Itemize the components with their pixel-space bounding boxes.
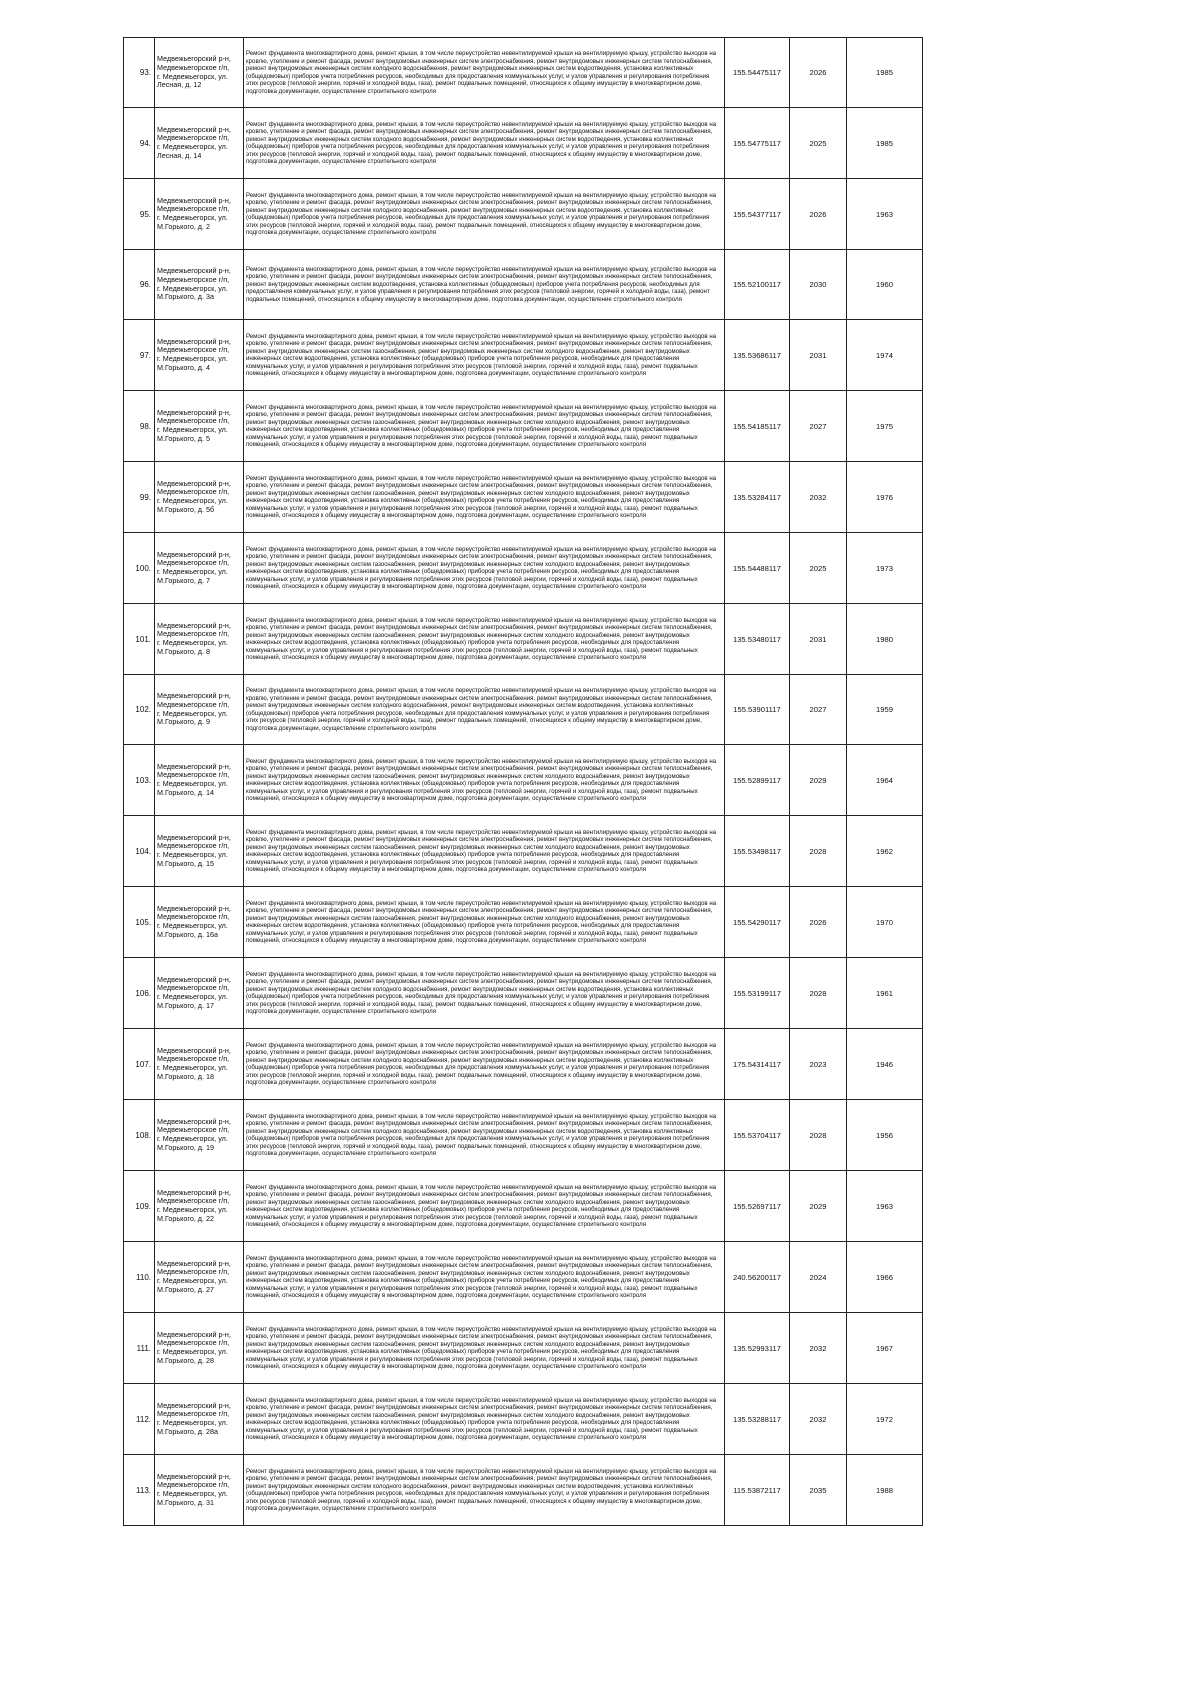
address-line: М.Горького, д. 14: [157, 787, 214, 797]
address-line: М.Горького, д. 19: [157, 1142, 214, 1152]
works-description: Ремонт фундамента многоквартирного дома, ремонт крыши, в том числе переустройство невентилируемой крыши на вентилируемую крышу, устройство выходов на кровлю, утепление и ремонт фасада, ремонт внутридомовых инженерных систем электроснабжения, ремонт внутридомовых инженерных систем теплоснабжения, ремонт внутридомовых инженерных систем газоснабжения, ремонт внутридомовых инженерных систем холодного водоснабжения, ремонт внутридомовых инженерных систем водоотведения, установка коллективных (общедомовых) приборов учета потребления ресурсов, необходимых для предоставления коммунальных услуг, и узлов управления и регулирования потребления этих ресурсов (тепловой энергии, горячей и холодной воды, газа), ремонт подвальных помещений, относящихся к общему имуществу в многоквартирном доме, подготовка документации, осуществление строительного контроля: [244, 816, 725, 887]
address-line: Медвежьегорское г/п,: [157, 983, 230, 993]
row-number: 93.: [124, 38, 155, 108]
address-line: г. Медвежьегорск, ул.: [157, 283, 228, 293]
table-row: [124, 1242, 923, 1313]
address-line: г. Медвежьегорск, ул.: [157, 71, 228, 81]
works-description: Ремонт фундамента многоквартирного дома, ремонт крыши, в том числе переустройство невентилируемой крыши на вентилируемую крышу, устройство выходов на кровлю, утепление и ремонт фасада, ремонт внутридомовых инженерных систем электроснабжения, ремонт внутридомовых инженерных систем теплоснабжения, ремонт внутридомовых инженерных систем газоснабжения, ремонт внутридомовых инженерных систем холодного водоснабжения, ремонт внутридомовых инженерных систем водоотведения, установка коллективных (общедомовых) приборов учета потребления ресурсов, необходимых для предоставления коммунальных услуг, и узлов управления и регулирования потребления этих ресурсов (тепловой энергии, горячей и холодной воды, газа), ремонт подвальных помещений, относящихся к общему имуществу в многоквартирном доме, подготовка документации, осуществление строительного контроля: [244, 1313, 725, 1384]
address-line: М.Горького, д. 5б: [157, 504, 215, 514]
address-line: Медвежьегорское г/п,: [157, 1409, 230, 1419]
address-line: г. Медвежьегорск, ул.: [157, 779, 228, 788]
table-row: [124, 816, 923, 887]
build-year: 1985: [847, 108, 923, 179]
address-line: г. Медвежьегорск, ул.: [157, 850, 228, 859]
address-line: Медвежьегорское г/п,: [157, 841, 230, 851]
build-year: 1959: [847, 675, 923, 745]
address-line: Медвежьегорское г/п,: [157, 62, 230, 72]
address-line: Медвежьегорское г/п,: [157, 416, 230, 426]
works-description: Ремонт фундамента многоквартирного дома, ремонт крыши, в том числе переустройство невентилируемой крыши на вентилируемую крышу, устройство выходов на кровлю, утепление и ремонт фасада, ремонт внутридомовых инженерных систем электроснабжения, ремонт внутридомовых инженерных систем теплоснабжения, ремонт внутридомовых инженерных систем газоснабжения, ремонт внутридомовых инженерных систем холодного водоснабжения, ремонт внутридомовых инженерных систем водоотведения, установка коллективных (общедомовых) приборов учета потребления ресурсов, необходимых для предоставления коммунальных услуг, и узлов управления и регулирования потребления этих ресурсов (тепловой энергии, горячей и холодной воды, газа), ремонт подвальных помещений, относящихся к общему имуществу в многоквартирном доме, подготовка документации, осуществление строительного контроля: [244, 533, 725, 604]
address-line: г. Медвежьегорск, ул.: [157, 1063, 228, 1072]
address-line: М.Горького, д. 3а: [157, 292, 214, 302]
address-cell: [155, 108, 244, 179]
cost-value: 155.52100117: [725, 250, 790, 320]
row-number: 111.: [124, 1313, 155, 1384]
works-description: Ремонт фундамента многоквартирного дома, ремонт крыши, в том числе переустройство невентилируемой крыши на вентилируемую крышу, устройство выходов на кровлю, утепление и ремонт фасада, ремонт внутридомовых инженерных систем электроснабжения, ремонт внутридомовых инженерных систем теплоснабжения, ремонт внутридомовых инженерных систем газоснабжения, ремонт внутридомовых инженерных систем холодного водоснабжения, ремонт внутридомовых инженерных систем водоотведения, установка коллективных (общедомовых) приборов учета потребления ресурсов, необходимых для предоставления коммунальных услуг, и узлов управления и регулирования потребления этих ресурсов (тепловой энергии, горячей и холодной воды, газа), ремонт подвальных помещений, относящихся к общему имуществу в многоквартирном доме, подготовка документации, осуществление строительного контроля: [244, 391, 725, 462]
address-line: Лесная, д. 12: [157, 80, 202, 90]
address-line: Медвежьегорское г/п,: [157, 1125, 230, 1135]
address-cell: [155, 604, 244, 675]
address-cell: [155, 462, 244, 533]
address-line: Медвежьегорский р-н,: [157, 1187, 231, 1197]
row-number: 112.: [124, 1384, 155, 1455]
address-line: М.Горького, д. 2: [157, 221, 210, 231]
address-line: Медвежьегорский р-н,: [157, 336, 231, 346]
address-line: М.Горького, д. 15: [157, 858, 214, 868]
address-cell: [155, 1029, 244, 1100]
works-description: Ремонт фундамента многоквартирного дома, ремонт крыши, в том числе переустройство невентилируемой крыши на вентилируемую крышу, устройство выходов на кровлю, утепление и ремонт фасада, ремонт внутридомовых инженерных систем электроснабжения, ремонт внутридомовых инженерных систем теплоснабжения, ремонт внутридомовых инженерных систем газоснабжения, ремонт внутридомовых инженерных систем холодного водоснабжения, ремонт внутридомовых инженерных систем водоотведения, установка коллективных (общедомовых) приборов учета потребления ресурсов, необходимых для предоставления коммунальных услуг, и узлов управления и регулирования потребления этих ресурсов (тепловой энергии, горячей и холодной воды, газа), ремонт подвальных помещений, относящихся к общему имуществу в многоквартирном доме, подготовка документации, осуществление строительного контроля: [244, 887, 725, 958]
cost-value: 155.52899117: [725, 745, 790, 816]
row-number: 104.: [124, 816, 155, 887]
planned-year: 2028: [790, 1100, 847, 1171]
address-line: г. Медвежьегорск, ул.: [157, 354, 228, 363]
cost-value: 155.54475117: [725, 38, 790, 108]
build-year: 1963: [847, 179, 923, 250]
cost-value: 155.53498117: [725, 816, 790, 887]
cost-value: 135.53480117: [725, 604, 790, 675]
planned-year: 2026: [790, 179, 847, 250]
cost-value: 155.53901117: [725, 675, 790, 745]
address-line: г. Медвежьегорск, ул.: [157, 708, 228, 718]
address-line: г. Медвежьегорск, ул.: [157, 1134, 228, 1143]
address-cell: [155, 179, 244, 250]
address-cell: [155, 391, 244, 462]
planned-year: 2023: [790, 1029, 847, 1100]
build-year: 1966: [847, 1242, 923, 1313]
address-cell: [155, 1313, 244, 1384]
address-cell: [155, 1384, 244, 1455]
table-row: [124, 38, 923, 108]
works-description: Ремонт фундамента многоквартирного дома, ремонт крыши, в том числе переустройство невентилируемой крыши на вентилируемую крышу, устройство выходов на кровлю, утепление и ремонт фасада, ремонт внутридомовых инженерных систем электроснабжения, ремонт внутридомовых инженерных систем теплоснабжения, ремонт внутридомовых инженерных систем холодного водоснабжения, ремонт внутридомовых инженерных систем водоотведения, установка коллективных (общедомовых) приборов учета потребления ресурсов, необходимых для предоставления коммунальных услуг, и узлов управления и регулирования потребления этих ресурсов (тепловой энергии, горячей и холодной воды, газа), ремонт подвальных помещений, относящихся к общему имуществу в многоквартирном доме, подготовка документации, осуществление строительного контроля: [244, 1029, 725, 1100]
address-line: Медвежьегорский р-н,: [157, 1258, 231, 1268]
row-number: 98.: [124, 391, 155, 462]
planned-year: 2032: [790, 1313, 847, 1384]
row-number: 95.: [124, 179, 155, 250]
address-line: Медвежьегорское г/п,: [157, 1338, 230, 1348]
planned-year: 2030: [790, 250, 847, 320]
build-year: 1975: [847, 391, 923, 462]
address-cell: [155, 1100, 244, 1171]
build-year: 1976: [847, 462, 923, 533]
address-cell: [155, 1242, 244, 1313]
address-line: М.Горького, д. 28: [157, 1355, 214, 1365]
address-line: Медвежьегорский р-н,: [157, 620, 231, 630]
address-line: Медвежьегорское г/п,: [157, 1267, 230, 1277]
row-number: 97.: [124, 320, 155, 391]
works-description: Ремонт фундамента многоквартирного дома, ремонт крыши, в том числе переустройство невентилируемой крыши на вентилируемую крышу, устройство выходов на кровлю, утепление и ремонт фасада, ремонт внутридомовых инженерных систем электроснабжения, ремонт внутридомовых инженерных систем теплоснабжения, ремонт внутридомовых инженерных систем холодного водоснабжения, ремонт внутридомовых инженерных систем водоотведения, установка коллективных (общедомовых) приборов учета потребления ресурсов, необходимых для предоставления коммунальных услуг, и узлов управления и регулирования потребления этих ресурсов (тепловой энергии, горячей и холодной воды, газа), ремонт подвальных помещений, относящихся к общему имуществу в многоквартирном доме, подготовка документации, осуществление строительного контроля: [244, 958, 725, 1029]
address-line: Медвежьегорское г/п,: [157, 629, 230, 639]
row-number: 102.: [124, 675, 155, 745]
build-year: 1985: [847, 38, 923, 108]
planned-year: 2027: [790, 675, 847, 745]
works-description: Ремонт фундамента многоквартирного дома, ремонт крыши, в том числе переустройство невентилируемой крыши на вентилируемую крышу, устройство выходов на кровлю, утепление и ремонт фасада, ремонт внутридомовых инженерных систем электроснабжения, ремонт внутридомовых инженерных систем теплоснабжения, ремонт внутридомовых инженерных систем водоотведения, установка коллективных (общедомовых) приборов учета потребления ресурсов, необходимых для предоставления коммунальных услуг, и узлов управления и регулирования потребления этих ресурсов (тепловой энергии, горячей и холодной воды, газа), ремонт подвальных помещений, относящихся к общему имуществу в многоквартирном доме, подготовка документации, осуществление строительного контроля: [244, 250, 725, 320]
build-year: 1988: [847, 1455, 923, 1526]
build-year: 1956: [847, 1100, 923, 1171]
address-line: г. Медвежьегорск, ул.: [157, 425, 228, 434]
cost-value: 155.53704117: [725, 1100, 790, 1171]
works-description: Ремонт фундамента многоквартирного дома, ремонт крыши, в том числе переустройство невентилируемой крыши на вентилируемую крышу, устройство выходов на кровлю, утепление и ремонт фасада, ремонт внутридомовых инженерных систем электроснабжения, ремонт внутридомовых инженерных систем теплоснабжения, ремонт внутридомовых инженерных систем холодного водоснабжения, ремонт внутридомовых инженерных систем водоотведения, установка коллективных (общедомовых) приборов учета потребления ресурсов, необходимых для предоставления коммунальных услуг, и узлов управления и регулирования потребления этих ресурсов (тепловой энергии, горячей и холодной воды, газа), ремонт подвальных помещений, относящихся к общему имуществу в многоквартирном доме, подготовка документации, осуществление строительного контроля: [244, 1100, 725, 1171]
works-description: Ремонт фундамента многоквартирного дома, ремонт крыши, в том числе переустройство невентилируемой крыши на вентилируемую крышу, устройство выходов на кровлю, утепление и ремонт фасада, ремонт внутридомовых инженерных систем электроснабжения, ремонт внутридомовых инженерных систем теплоснабжения, ремонт внутридомовых инженерных систем газоснабжения, ремонт внутридомовых инженерных систем холодного водоснабжения, ремонт внутридомовых инженерных систем водоотведения, установка коллективных (общедомовых) приборов учета потребления ресурсов, необходимых для предоставления коммунальных услуг, и узлов управления и регулирования потребления этих ресурсов (тепловой энергии, горячей и холодной воды, газа), ремонт подвальных помещений, относящихся к общему имуществу в многоквартирном доме, подготовка документации, осуществление строительного контроля: [244, 745, 725, 816]
address-line: М.Горького, д. 8: [157, 646, 210, 656]
address-line: Медвежьегорский р-н,: [157, 54, 231, 64]
build-year: 1974: [847, 320, 923, 391]
cost-value: 135.53284117: [725, 462, 790, 533]
row-number: 99.: [124, 462, 155, 533]
address-cell: [155, 816, 244, 887]
address-line: Медвежьегорское г/п,: [157, 1196, 230, 1206]
works-description: Ремонт фундамента многоквартирного дома, ремонт крыши, в том числе переустройство невентилируемой крыши на вентилируемую крышу, устройство выходов на кровлю, утепление и ремонт фасада, ремонт внутридомовых инженерных систем электроснабжения, ремонт внутридомовых инженерных систем теплоснабжения, ремонт внутридомовых инженерных систем газоснабжения, ремонт внутридомовых инженерных систем холодного водоснабжения, ремонт внутридомовых инженерных систем водоотведения, установка коллективных (общедомовых) приборов учета потребления ресурсов, необходимых для предоставления коммунальных услуг, и узлов управления и регулирования потребления этих ресурсов (тепловой энергии, горячей и холодной воды, газа), ремонт подвальных помещений, относящихся к общему имуществу в многоквартирном доме, подготовка документации, осуществление строительного контроля: [244, 1384, 725, 1455]
row-number: 108.: [124, 1100, 155, 1171]
address-line: г. Медвежьегорск, ул.: [157, 567, 228, 576]
address-line: Медвежьегорский р-н,: [157, 761, 231, 771]
address-line: М.Горького, д. 17: [157, 1000, 214, 1010]
planned-year: 2029: [790, 745, 847, 816]
row-number: 101.: [124, 604, 155, 675]
address-cell: [155, 1171, 244, 1242]
row-number: 110.: [124, 1242, 155, 1313]
address-line: Медвежьегорское г/п,: [157, 770, 230, 780]
works-description: Ремонт фундамента многоквартирного дома, ремонт крыши, в том числе переустройство невентилируемой крыши на вентилируемую крышу, устройство выходов на кровлю, утепление и ремонт фасада, ремонт внутридомовых инженерных систем электроснабжения, ремонт внутридомовых инженерных систем теплоснабжения, ремонт внутридомовых инженерных систем газоснабжения, ремонт внутридомовых инженерных систем холодного водоснабжения, ремонт внутридомовых инженерных систем водоотведения, установка коллективных (общедомовых) приборов учета потребления ресурсов, необходимых для предоставления коммунальных услуг, и узлов управления и регулирования потребления этих ресурсов (тепловой энергии, горячей и холодной воды, газа), ремонт подвальных помещений, относящихся к общему имуществу в многоквартирном доме, подготовка документации, осуществление строительного контроля: [244, 1171, 725, 1242]
table-row: [124, 958, 923, 1029]
cost-value: 135.52993117: [725, 1313, 790, 1384]
address-line: Медвежьегорский р-н,: [157, 691, 231, 701]
table-row: [124, 887, 923, 958]
build-year: 1980: [847, 604, 923, 675]
planned-year: 2025: [790, 533, 847, 604]
row-number: 106.: [124, 958, 155, 1029]
build-year: 1963: [847, 1171, 923, 1242]
row-number: 100.: [124, 533, 155, 604]
address-line: г. Медвежьегорск, ул.: [157, 1489, 228, 1498]
address-line: г. Медвежьегорск, ул.: [157, 142, 228, 151]
table-row: [124, 1313, 923, 1384]
address-cell: [155, 887, 244, 958]
address-cell: [155, 320, 244, 391]
works-description: Ремонт фундамента многоквартирного дома, ремонт крыши, в том числе переустройство невентилируемой крыши на вентилируемую крышу, устройство выходов на кровлю, утепление и ремонт фасада, ремонт внутридомовых инженерных систем электроснабжения, ремонт внутридомовых инженерных систем теплоснабжения, ремонт внутридомовых инженерных систем холодного водоснабжения, ремонт внутридомовых инженерных систем водоотведения, установка коллективных (общедомовых) приборов учета потребления ресурсов, необходимых для предоставления коммунальных услуг, и узлов управления и регулирования потребления этих ресурсов (тепловой энергии, горячей и холодной воды, газа), ремонт подвальных помещений, относящихся к общему имуществу в многоквартирном доме, подготовка документации, осуществление строительного контроля: [244, 675, 725, 745]
address-line: Медвежьегорское г/п,: [157, 487, 230, 497]
planned-year: 2028: [790, 958, 847, 1029]
address-line: г. Медвежьегорск, ул.: [157, 1205, 228, 1214]
table-row: [124, 604, 923, 675]
planned-year: 2028: [790, 816, 847, 887]
cost-value: 155.54377117: [725, 179, 790, 250]
works-description: Ремонт фундамента многоквартирного дома, ремонт крыши, в том числе переустройство невентилируемой крыши на вентилируемую крышу, устройство выходов на кровлю, утепление и ремонт фасада, ремонт внутридомовых инженерных систем электроснабжения, ремонт внутридомовых инженерных систем теплоснабжения, ремонт внутридомовых инженерных систем холодного водоснабжения, ремонт внутридомовых инженерных систем водоотведения, установка коллективных (общедомовых) приборов учета потребления ресурсов, необходимых для предоставления коммунальных услуг, и узлов управления и регулирования потребления этих ресурсов (тепловой энергии, горячей и холодной воды, газа), ремонт подвальных помещений, относящихся к общему имуществу в многоквартирном доме, подготовка документации, осуществление строительного контроля: [244, 1455, 725, 1526]
row-number: 94.: [124, 108, 155, 179]
address-line: Медвежьегорское г/п,: [157, 345, 230, 355]
address-line: Медвежьегорский р-н,: [157, 1045, 231, 1055]
address-line: Медвежьегорское г/п,: [157, 133, 230, 143]
works-description: Ремонт фундамента многоквартирного дома, ремонт крыши, в том числе переустройство невентилируемой крыши на вентилируемую крышу, устройство выходов на кровлю, утепление и ремонт фасада, ремонт внутридомовых инженерных систем электроснабжения, ремонт внутридомовых инженерных систем теплоснабжения, ремонт внутридомовых инженерных систем холодного водоснабжения, ремонт внутридомовых инженерных систем водоотведения, установка коллективных (общедомовых) приборов учета потребления ресурсов, необходимых для предоставления коммунальных услуг, и узлов управления и регулирования потребления этих ресурсов (тепловой энергии, горячей и холодной воды, газа), ремонт подвальных помещений, относящихся к общему имуществу в многоквартирном доме, подготовка документации, осуществление строительного контроля: [244, 108, 725, 179]
table-row: [124, 1171, 923, 1242]
address-line: Медвежьегорский р-н,: [157, 195, 231, 205]
build-year: 1964: [847, 745, 923, 816]
build-year: 1973: [847, 533, 923, 604]
address-line: Медвежьегорское г/п,: [157, 558, 230, 568]
table-row: [124, 745, 923, 816]
row-number: 105.: [124, 887, 155, 958]
planned-year: 2024: [790, 1242, 847, 1313]
table-row: [124, 675, 923, 745]
address-line: Медвежьегорское г/п,: [157, 1480, 230, 1490]
address-line: Медвежьегорский р-н,: [157, 974, 231, 984]
capital-repair-table: [123, 37, 923, 1526]
address-line: М.Горького, д. 7: [157, 575, 210, 585]
table-row: [124, 1455, 923, 1526]
build-year: 1961: [847, 958, 923, 1029]
build-year: 1946: [847, 1029, 923, 1100]
address-line: Медвежьегорское г/п,: [157, 274, 230, 284]
address-line: г. Медвежьегорск, ул.: [157, 496, 228, 505]
address-line: Медвежьегорское г/п,: [157, 912, 230, 922]
address-line: Медвежьегорский р-н,: [157, 1400, 231, 1410]
build-year: 1960: [847, 250, 923, 320]
address-line: г. Медвежьегорск, ул.: [157, 638, 228, 647]
build-year: 1972: [847, 1384, 923, 1455]
address-cell: [155, 675, 244, 745]
address-line: М.Горького, д. 18: [157, 1071, 214, 1081]
address-line: Лесная, д. 14: [157, 150, 202, 160]
table-row: [124, 1100, 923, 1171]
planned-year: 2035: [790, 1455, 847, 1526]
address-line: г. Медвежьегорск, ул.: [157, 1347, 228, 1356]
build-year: 1962: [847, 816, 923, 887]
works-description: Ремонт фундамента многоквартирного дома, ремонт крыши, в том числе переустройство невентилируемой крыши на вентилируемую крышу, устройство выходов на кровлю, утепление и ремонт фасада, ремонт внутридомовых инженерных систем электроснабжения, ремонт внутридомовых инженерных систем теплоснабжения, ремонт внутридомовых инженерных систем холодного водоснабжения, ремонт внутридомовых инженерных систем водоотведения, установка коллективных (общедомовых) приборов учета потребления ресурсов, необходимых для предоставления коммунальных услуг, и узлов управления и регулирования потребления этих ресурсов (тепловой энергии, горячей и холодной воды, газа), ремонт подвальных помещений, относящихся к общему имуществу в многоквартирном доме, подготовка документации, осуществление строительного контроля: [244, 38, 725, 108]
table-row: [124, 179, 923, 250]
works-description: Ремонт фундамента многоквартирного дома, ремонт крыши, в том числе переустройство невентилируемой крыши на вентилируемую крышу, устройство выходов на кровлю, утепление и ремонт фасада, ремонт внутридомовых инженерных систем электроснабжения, ремонт внутридомовых инженерных систем теплоснабжения, ремонт внутридомовых инженерных систем холодного водоснабжения, ремонт внутридомовых инженерных систем водоотведения, установка коллективных (общедомовых) приборов учета потребления ресурсов, необходимых для предоставления коммунальных услуг, и узлов управления и регулирования потребления этих ресурсов (тепловой энергии, горячей и холодной воды, газа), ремонт подвальных помещений, относящихся к общему имуществу в многоквартирном доме, подготовка документации, осуществление строительного контроля: [244, 179, 725, 250]
cost-value: 240.56200117: [725, 1242, 790, 1313]
build-year: 1970: [847, 887, 923, 958]
address-line: г. Медвежьегорск, ул.: [157, 1276, 228, 1285]
works-description: Ремонт фундамента многоквартирного дома, ремонт крыши, в том числе переустройство невентилируемой крыши на вентилируемую крышу, устройство выходов на кровлю, утепление и ремонт фасада, ремонт внутридомовых инженерных систем электроснабжения, ремонт внутридомовых инженерных систем теплоснабжения, ремонт внутридомовых инженерных систем газоснабжения, ремонт внутридомовых инженерных систем холодного водоснабжения, ремонт внутридомовых инженерных систем водоотведения, установка коллективных (общедомовых) приборов учета потребления ресурсов, необходимых для предоставления коммунальных услуг, и узлов управления и регулирования потребления этих ресурсов (тепловой энергии, горячей и холодной воды, газа), ремонт подвальных помещений, относящихся к общему имуществу в многоквартирном доме, подготовка документации, осуществление строительного контроля: [244, 320, 725, 391]
address-line: М.Горького, д. 22: [157, 1213, 214, 1223]
planned-year: 2031: [790, 604, 847, 675]
address-cell: [155, 250, 244, 320]
address-line: Медвежьегорский р-н,: [157, 1329, 231, 1339]
address-cell: [155, 958, 244, 1029]
planned-year: 2026: [790, 38, 847, 108]
address-line: М.Горького, д. 16а: [157, 929, 218, 939]
cost-value: 155.54290117: [725, 887, 790, 958]
address-cell: [155, 533, 244, 604]
cost-value: 115.53872117: [725, 1455, 790, 1526]
cost-value: 175.54314117: [725, 1029, 790, 1100]
row-number: 96.: [124, 250, 155, 320]
address-cell: [155, 1455, 244, 1526]
address-line: Медвежьегорский р-н,: [157, 266, 231, 276]
planned-year: 2027: [790, 391, 847, 462]
cost-value: 155.54488117: [725, 533, 790, 604]
planned-year: 2029: [790, 1171, 847, 1242]
address-line: М.Горького, д. 9: [157, 717, 210, 727]
planned-year: 2032: [790, 1384, 847, 1455]
table-row: [124, 1029, 923, 1100]
address-line: Медвежьегорский р-н,: [157, 1116, 231, 1126]
cost-value: 155.54185117: [725, 391, 790, 462]
cost-value: 155.54775117: [725, 108, 790, 179]
address-line: Медвежьегорский р-н,: [157, 832, 231, 842]
cost-value: 135.53686117: [725, 320, 790, 391]
address-line: Медвежьегорский р-н,: [157, 549, 231, 559]
table-row: [124, 320, 923, 391]
address-line: М.Горького, д. 31: [157, 1497, 214, 1507]
address-line: г. Медвежьегорск, ул.: [157, 213, 228, 222]
works-description: Ремонт фундамента многоквартирного дома, ремонт крыши, в том числе переустройство невентилируемой крыши на вентилируемую крышу, устройство выходов на кровлю, утепление и ремонт фасада, ремонт внутридомовых инженерных систем электроснабжения, ремонт внутридомовых инженерных систем теплоснабжения, ремонт внутридомовых инженерных систем газоснабжения, ремонт внутридомовых инженерных систем холодного водоснабжения, ремонт внутридомовых инженерных систем водоотведения, установка коллективных (общедомовых) приборов учета потребления ресурсов, необходимых для предоставления коммунальных услуг, и узлов управления и регулирования потребления этих ресурсов (тепловой энергии, горячей и холодной воды, газа), ремонт подвальных помещений, относящихся к общему имуществу в многоквартирном доме, подготовка документации, осуществление строительного контроля: [244, 604, 725, 675]
address-line: Медвежьегорское г/п,: [157, 699, 230, 709]
build-year: 1967: [847, 1313, 923, 1384]
table-row: [124, 108, 923, 179]
cost-value: 135.53288117: [725, 1384, 790, 1455]
table-row: [124, 391, 923, 462]
address-line: Медвежьегорский р-н,: [157, 1471, 231, 1481]
address-line: Медвежьегорский р-н,: [157, 478, 231, 488]
address-line: М.Горького, д. 5: [157, 433, 210, 443]
address-line: М.Горького, д. 4: [157, 362, 210, 372]
cost-value: 155.53199117: [725, 958, 790, 1029]
address-line: Медвежьегорское г/п,: [157, 1054, 230, 1064]
address-line: М.Горького, д. 27: [157, 1284, 214, 1294]
works-description: Ремонт фундамента многоквартирного дома, ремонт крыши, в том числе переустройство невентилируемой крыши на вентилируемую крышу, устройство выходов на кровлю, утепление и ремонт фасада, ремонт внутридомовых инженерных систем электроснабжения, ремонт внутридомовых инженерных систем теплоснабжения, ремонт внутридомовых инженерных систем газоснабжения, ремонт внутридомовых инженерных систем холодного водоснабжения, ремонт внутридомовых инженерных систем водоотведения, установка коллективных (общедомовых) приборов учета потребления ресурсов, необходимых для предоставления коммунальных услуг, и узлов управления и регулирования потребления этих ресурсов (тепловой энергии, горячей и холодной воды, газа), ремонт подвальных помещений, относящихся к общему имуществу в многоквартирном доме, подготовка документации, осуществление строительного контроля: [244, 1242, 725, 1313]
address-line: Медвежьегорский р-н,: [157, 124, 231, 134]
address-line: М.Горького, д. 28а: [157, 1426, 218, 1436]
address-line: Медвежьегорский р-н,: [157, 407, 231, 417]
table-row: [124, 250, 923, 320]
row-number: 113.: [124, 1455, 155, 1526]
planned-year: 2026: [790, 887, 847, 958]
planned-year: 2032: [790, 462, 847, 533]
address-line: Медвежьегорское г/п,: [157, 204, 230, 214]
planned-year: 2025: [790, 108, 847, 179]
address-line: Медвежьегорский р-н,: [157, 903, 231, 913]
row-number: 107.: [124, 1029, 155, 1100]
table-row: [124, 1384, 923, 1455]
cost-value: 155.52697117: [725, 1171, 790, 1242]
address-line: г. Медвежьегорск, ул.: [157, 992, 228, 1001]
table-row: [124, 533, 923, 604]
address-cell: [155, 745, 244, 816]
row-number: 103.: [124, 745, 155, 816]
table-row: [124, 462, 923, 533]
row-number: 109.: [124, 1171, 155, 1242]
address-line: г. Медвежьегорск, ул.: [157, 1418, 228, 1427]
planned-year: 2031: [790, 320, 847, 391]
address-cell: [155, 38, 244, 108]
address-line: г. Медвежьегорск, ул.: [157, 921, 228, 930]
table-body: [124, 38, 923, 1526]
works-description: Ремонт фундамента многоквартирного дома, ремонт крыши, в том числе переустройство невентилируемой крыши на вентилируемую крышу, устройство выходов на кровлю, утепление и ремонт фасада, ремонт внутридомовых инженерных систем электроснабжения, ремонт внутридомовых инженерных систем теплоснабжения, ремонт внутридомовых инженерных систем газоснабжения, ремонт внутридомовых инженерных систем холодного водоснабжения, ремонт внутридомовых инженерных систем водоотведения, установка коллективных (общедомовых) приборов учета потребления ресурсов, необходимых для предоставления коммунальных услуг, и узлов управления и регулирования потребления этих ресурсов (тепловой энергии, горячей и холодной воды, газа), ремонт подвальных помещений, относящихся к общему имуществу в многоквартирном доме, подготовка документации, осуществление строительного контроля: [244, 462, 725, 533]
